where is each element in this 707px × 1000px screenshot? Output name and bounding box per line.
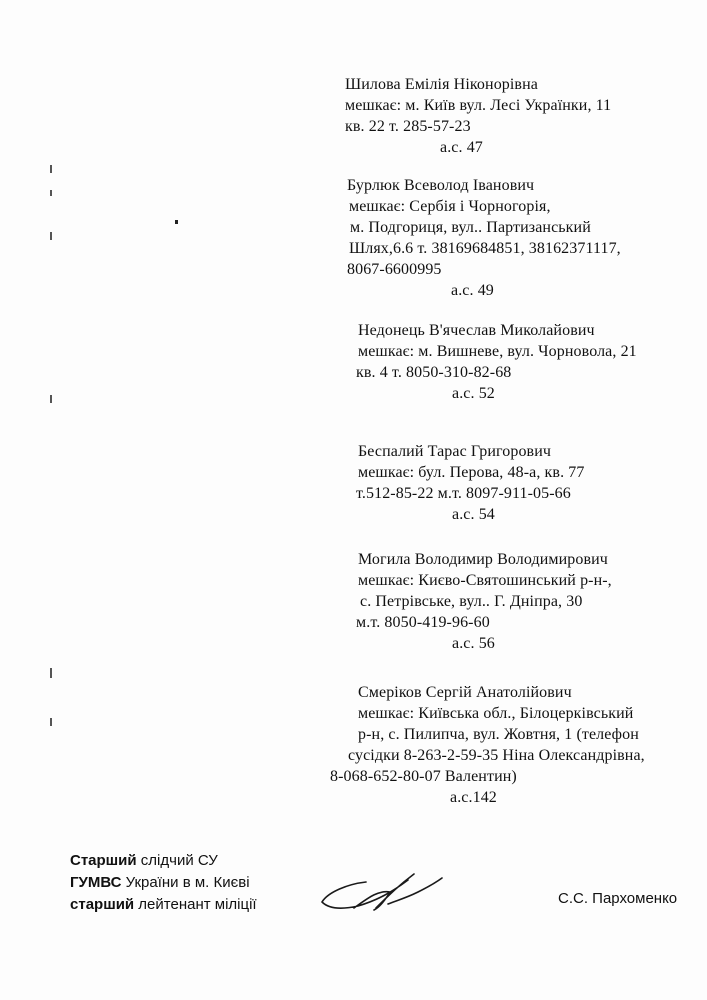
- witness-address-line: Шлях,6.6 т. 38169684851, 38162371117,: [349, 240, 621, 257]
- witness-name: Шилова Емілія Ніконорівна: [345, 76, 538, 93]
- case-sheet-ref: а.с. 52: [452, 385, 495, 402]
- witness-name: Бурлюк Всеволод Іванович: [347, 177, 535, 194]
- witness-address-line: мешкає: м. Вишневе, вул. Чорновола, 21: [358, 343, 637, 360]
- witness-address-line: мешкає: Києво-Святошинський р-н-,: [358, 572, 612, 589]
- witness-address-line: т.512-85-22 м.т. 8097-911-05-66: [356, 485, 571, 502]
- officer-title-text: лейтенант міліції: [134, 896, 257, 913]
- margin-mark: [50, 165, 52, 173]
- witness-address-line: р-н, с. Пилипча, вул. Жовтня, 1 (телефон: [358, 726, 639, 743]
- case-sheet-ref: а.с. 47: [440, 139, 483, 156]
- witness-address-line: 8-068-652-80-07 Валентин): [330, 768, 517, 785]
- witness-address-line: сусідки 8-263-2-59-35 Ніна Олександрівна,: [348, 747, 645, 764]
- witness-name: Могила Володимир Володимирович: [358, 551, 608, 568]
- witness-entry: [347, 175, 621, 301]
- case-sheet-ref: а.с. 49: [451, 282, 494, 299]
- case-sheet-ref: а.с. 54: [452, 506, 495, 523]
- officer-title-bold: Старший: [70, 852, 137, 869]
- witness-address-line: м.т. 8050-419-96-60: [356, 614, 490, 631]
- witness-address-line: мешкає: м. Київ вул. Лесі Українки, 11: [345, 97, 612, 114]
- witness-entry: [330, 682, 645, 808]
- witness-address-line: с. Петрівське, вул.. Г. Дніпра, 30: [360, 593, 583, 610]
- witness-name: Недонець В'ячеслав Миколайович: [358, 322, 595, 339]
- witness-address-line: кв. 22 т. 285-57-23: [345, 118, 471, 135]
- witness-name: Смеріков Сергій Анатолійович: [358, 684, 572, 701]
- margin-mark: [50, 190, 52, 196]
- officer-title-line: [70, 872, 257, 894]
- witness-address-line: мешкає: Сербія і Чорногорія,: [349, 198, 551, 215]
- case-sheet-ref: а.с. 56: [452, 635, 495, 652]
- officer-title-line: [70, 894, 257, 916]
- margin-mark: [50, 395, 52, 403]
- handwritten-signature: [318, 862, 448, 922]
- witness-entry: [356, 549, 612, 654]
- case-sheet-ref: а.с.142: [450, 789, 497, 806]
- witness-name: Беспалий Тарас Григорович: [358, 443, 552, 460]
- witness-entry: [356, 441, 584, 525]
- officer-title-text: слідчий СУ: [136, 852, 218, 869]
- witness-address-line: мешкає: бул. Перова, 48-а, кв. 77: [358, 464, 585, 481]
- officer-title-text: України в м. Києві: [121, 874, 250, 891]
- officer-title-bold: ГУМВС: [70, 874, 122, 891]
- witness-entry: [356, 320, 637, 404]
- margin-mark: [50, 232, 52, 240]
- witness-address-line: мешкає: Київська обл., Білоцерківський: [358, 705, 634, 722]
- witness-address-line: кв. 4 т. 8050-310-82-68: [356, 364, 512, 381]
- officer-title-block: [70, 850, 257, 916]
- margin-mark: [50, 718, 52, 726]
- witness-entry: [345, 74, 611, 158]
- margin-mark: [50, 668, 52, 678]
- officer-title-line: [70, 850, 257, 872]
- officer-title-bold: старший: [70, 896, 135, 913]
- witness-address-line: 8067-6600995: [347, 261, 442, 278]
- signer-name: С.С. Пархоменко: [558, 890, 678, 907]
- margin-mark: [175, 220, 178, 224]
- witness-address-line: м. Подгориця, вул.. Партизанський: [350, 219, 591, 236]
